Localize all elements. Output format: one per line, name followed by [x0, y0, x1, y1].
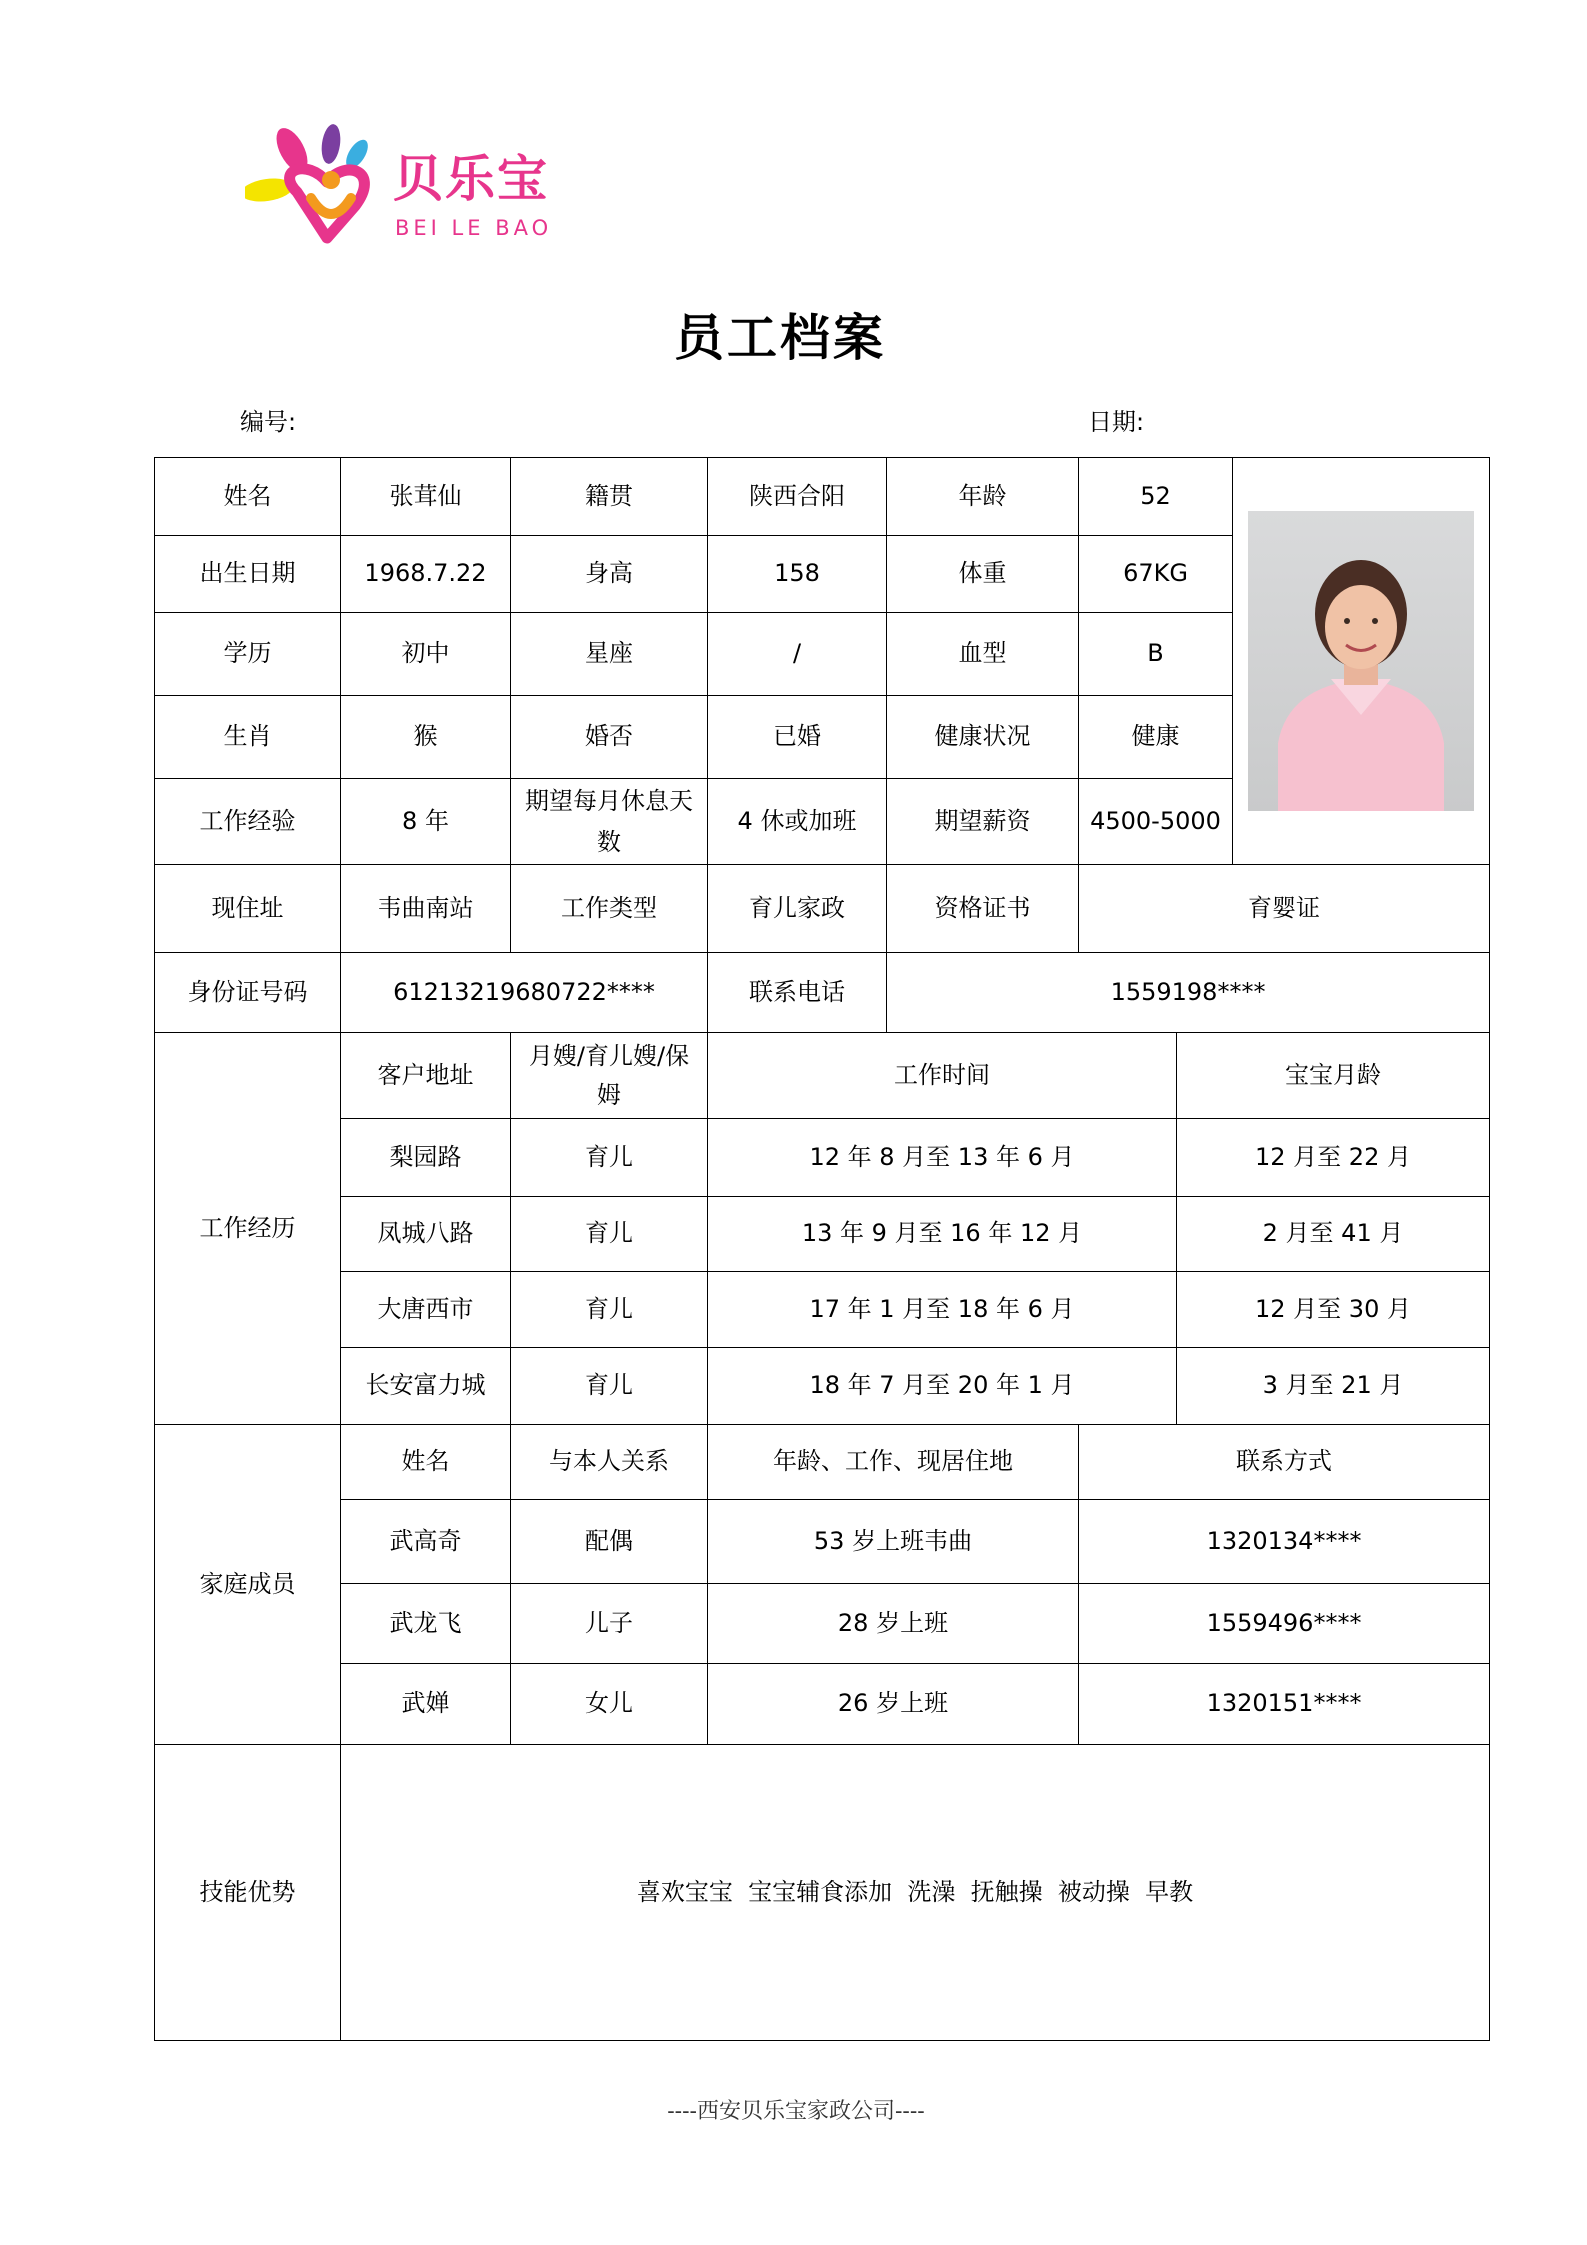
name-value: 张茸仙 [341, 458, 511, 536]
age-label: 年龄 [887, 458, 1079, 536]
history-row-4-baby-age: 3 月至 21 月 [1177, 1348, 1490, 1425]
family-row-1-info: 53 岁上班韦曲 [708, 1500, 1079, 1584]
address-value: 韦曲南站 [341, 865, 511, 953]
family-header-relation: 与本人关系 [511, 1425, 708, 1500]
history-row-4-time: 18 年 7 月至 20 年 1 月 [708, 1348, 1177, 1425]
history-row-3-address: 大唐西市 [341, 1272, 511, 1348]
animal-label: 生肖 [155, 696, 341, 779]
history-header-address: 客户地址 [341, 1033, 511, 1119]
animal-value: 猴 [341, 696, 511, 779]
marriage-value: 已婚 [708, 696, 887, 779]
experience-label: 工作经验 [155, 779, 341, 865]
skills-label: 技能优势 [155, 1745, 341, 2041]
worktype-label: 工作类型 [511, 865, 708, 953]
page-title: 员工档案 [674, 309, 886, 367]
certificate-label: 资格证书 [887, 865, 1079, 953]
family-header-name: 姓名 [341, 1425, 511, 1500]
logo-text-cn: 贝乐宝 [393, 150, 549, 208]
rest-days-value: 4 休或加班 [708, 779, 887, 865]
origin-value: 陕西合阳 [708, 458, 887, 536]
salary-value: 4500-5000 [1079, 779, 1233, 865]
family-row-1-name: 武高奇 [341, 1500, 511, 1584]
address-label: 现住址 [155, 865, 341, 953]
family-row-3-info: 26 岁上班 [708, 1664, 1079, 1745]
history-row-2-baby-age: 2 月至 41 月 [1177, 1197, 1490, 1272]
worktype-value: 育儿家政 [708, 865, 887, 953]
family-row-1-contact: 1320134**** [1079, 1500, 1490, 1584]
employee-record-table [154, 457, 1490, 2041]
weight-value: 67KG [1079, 536, 1233, 613]
family-header-info: 年龄、工作、现居住地 [708, 1425, 1079, 1500]
history-row-3-role: 育儿 [511, 1272, 708, 1348]
height-value: 158 [708, 536, 887, 613]
family-row-3-name: 武婵 [341, 1664, 511, 1745]
salary-label: 期望薪资 [887, 779, 1079, 865]
history-row-2-role: 育儿 [511, 1197, 708, 1272]
date-label: 日期: [1088, 408, 1145, 436]
family-row-3-relation: 女儿 [511, 1664, 708, 1745]
zodiac-value: / [708, 613, 887, 696]
family-row-2-contact: 1559496**** [1079, 1584, 1490, 1664]
logo-flower-icon [245, 120, 395, 260]
history-header-time: 工作时间 [708, 1033, 1177, 1119]
history-header-baby-age: 宝宝月龄 [1177, 1033, 1490, 1119]
origin-label: 籍贯 [511, 458, 708, 536]
history-row-1-baby-age: 12 月至 22 月 [1177, 1119, 1490, 1197]
history-row-3-baby-age: 12 月至 30 月 [1177, 1272, 1490, 1348]
family-row-1-relation: 配偶 [511, 1500, 708, 1584]
skills-value: 喜欢宝宝 宝宝辅食添加 洗澡 抚触操 被动操 早教 [341, 1745, 1490, 2041]
family-label: 家庭成员 [155, 1425, 341, 1745]
number-label: 编号: [240, 408, 297, 436]
history-header-role: 月嫂/育儿嫂/保姆 [511, 1033, 708, 1119]
history-row-2-time: 13 年 9 月至 16 年 12 月 [708, 1197, 1177, 1272]
work-history-label: 工作经历 [155, 1033, 341, 1425]
education-value: 初中 [341, 613, 511, 696]
company-logo [245, 120, 580, 260]
phone-label: 联系电话 [708, 953, 887, 1033]
weight-label: 体重 [887, 536, 1079, 613]
education-label: 学历 [155, 613, 341, 696]
family-row-3-contact: 1320151**** [1079, 1664, 1490, 1745]
height-label: 身高 [511, 536, 708, 613]
person-photo-icon [1248, 511, 1474, 811]
health-label: 健康状况 [887, 696, 1079, 779]
id-number-label: 身份证号码 [155, 953, 341, 1033]
history-row-1-address: 梨园路 [341, 1119, 511, 1197]
experience-value: 8 年 [341, 779, 511, 865]
rest-days-label: 期望每月休息天数 [511, 779, 708, 865]
zodiac-label: 星座 [511, 613, 708, 696]
employee-photo [1248, 511, 1474, 811]
history-row-1-role: 育儿 [511, 1119, 708, 1197]
birth-label: 出生日期 [155, 536, 341, 613]
phone-value: 1559198**** [887, 953, 1490, 1033]
health-value: 健康 [1079, 696, 1233, 779]
history-row-4-address: 长安富力城 [341, 1348, 511, 1425]
birth-value: 1968.7.22 [341, 536, 511, 613]
certificate-value: 育婴证 [1079, 865, 1490, 953]
footer-company: ----西安贝乐宝家政公司---- [667, 2099, 925, 2124]
history-row-1-time: 12 年 8 月至 13 年 6 月 [708, 1119, 1177, 1197]
id-number-value: 61213219680722**** [341, 953, 708, 1033]
family-row-2-info: 28 岁上班 [708, 1584, 1079, 1664]
photo-cell [1233, 458, 1490, 865]
logo-text-en: BEI LE BAO [395, 216, 553, 240]
history-row-2-address: 凤城八路 [341, 1197, 511, 1272]
blood-value: B [1079, 613, 1233, 696]
family-row-2-relation: 儿子 [511, 1584, 708, 1664]
blood-label: 血型 [887, 613, 1079, 696]
name-label: 姓名 [155, 458, 341, 536]
history-row-3-time: 17 年 1 月至 18 年 6 月 [708, 1272, 1177, 1348]
age-value: 52 [1079, 458, 1233, 536]
history-row-4-role: 育儿 [511, 1348, 708, 1425]
marriage-label: 婚否 [511, 696, 708, 779]
family-header-contact: 联系方式 [1079, 1425, 1490, 1500]
family-row-2-name: 武龙飞 [341, 1584, 511, 1664]
